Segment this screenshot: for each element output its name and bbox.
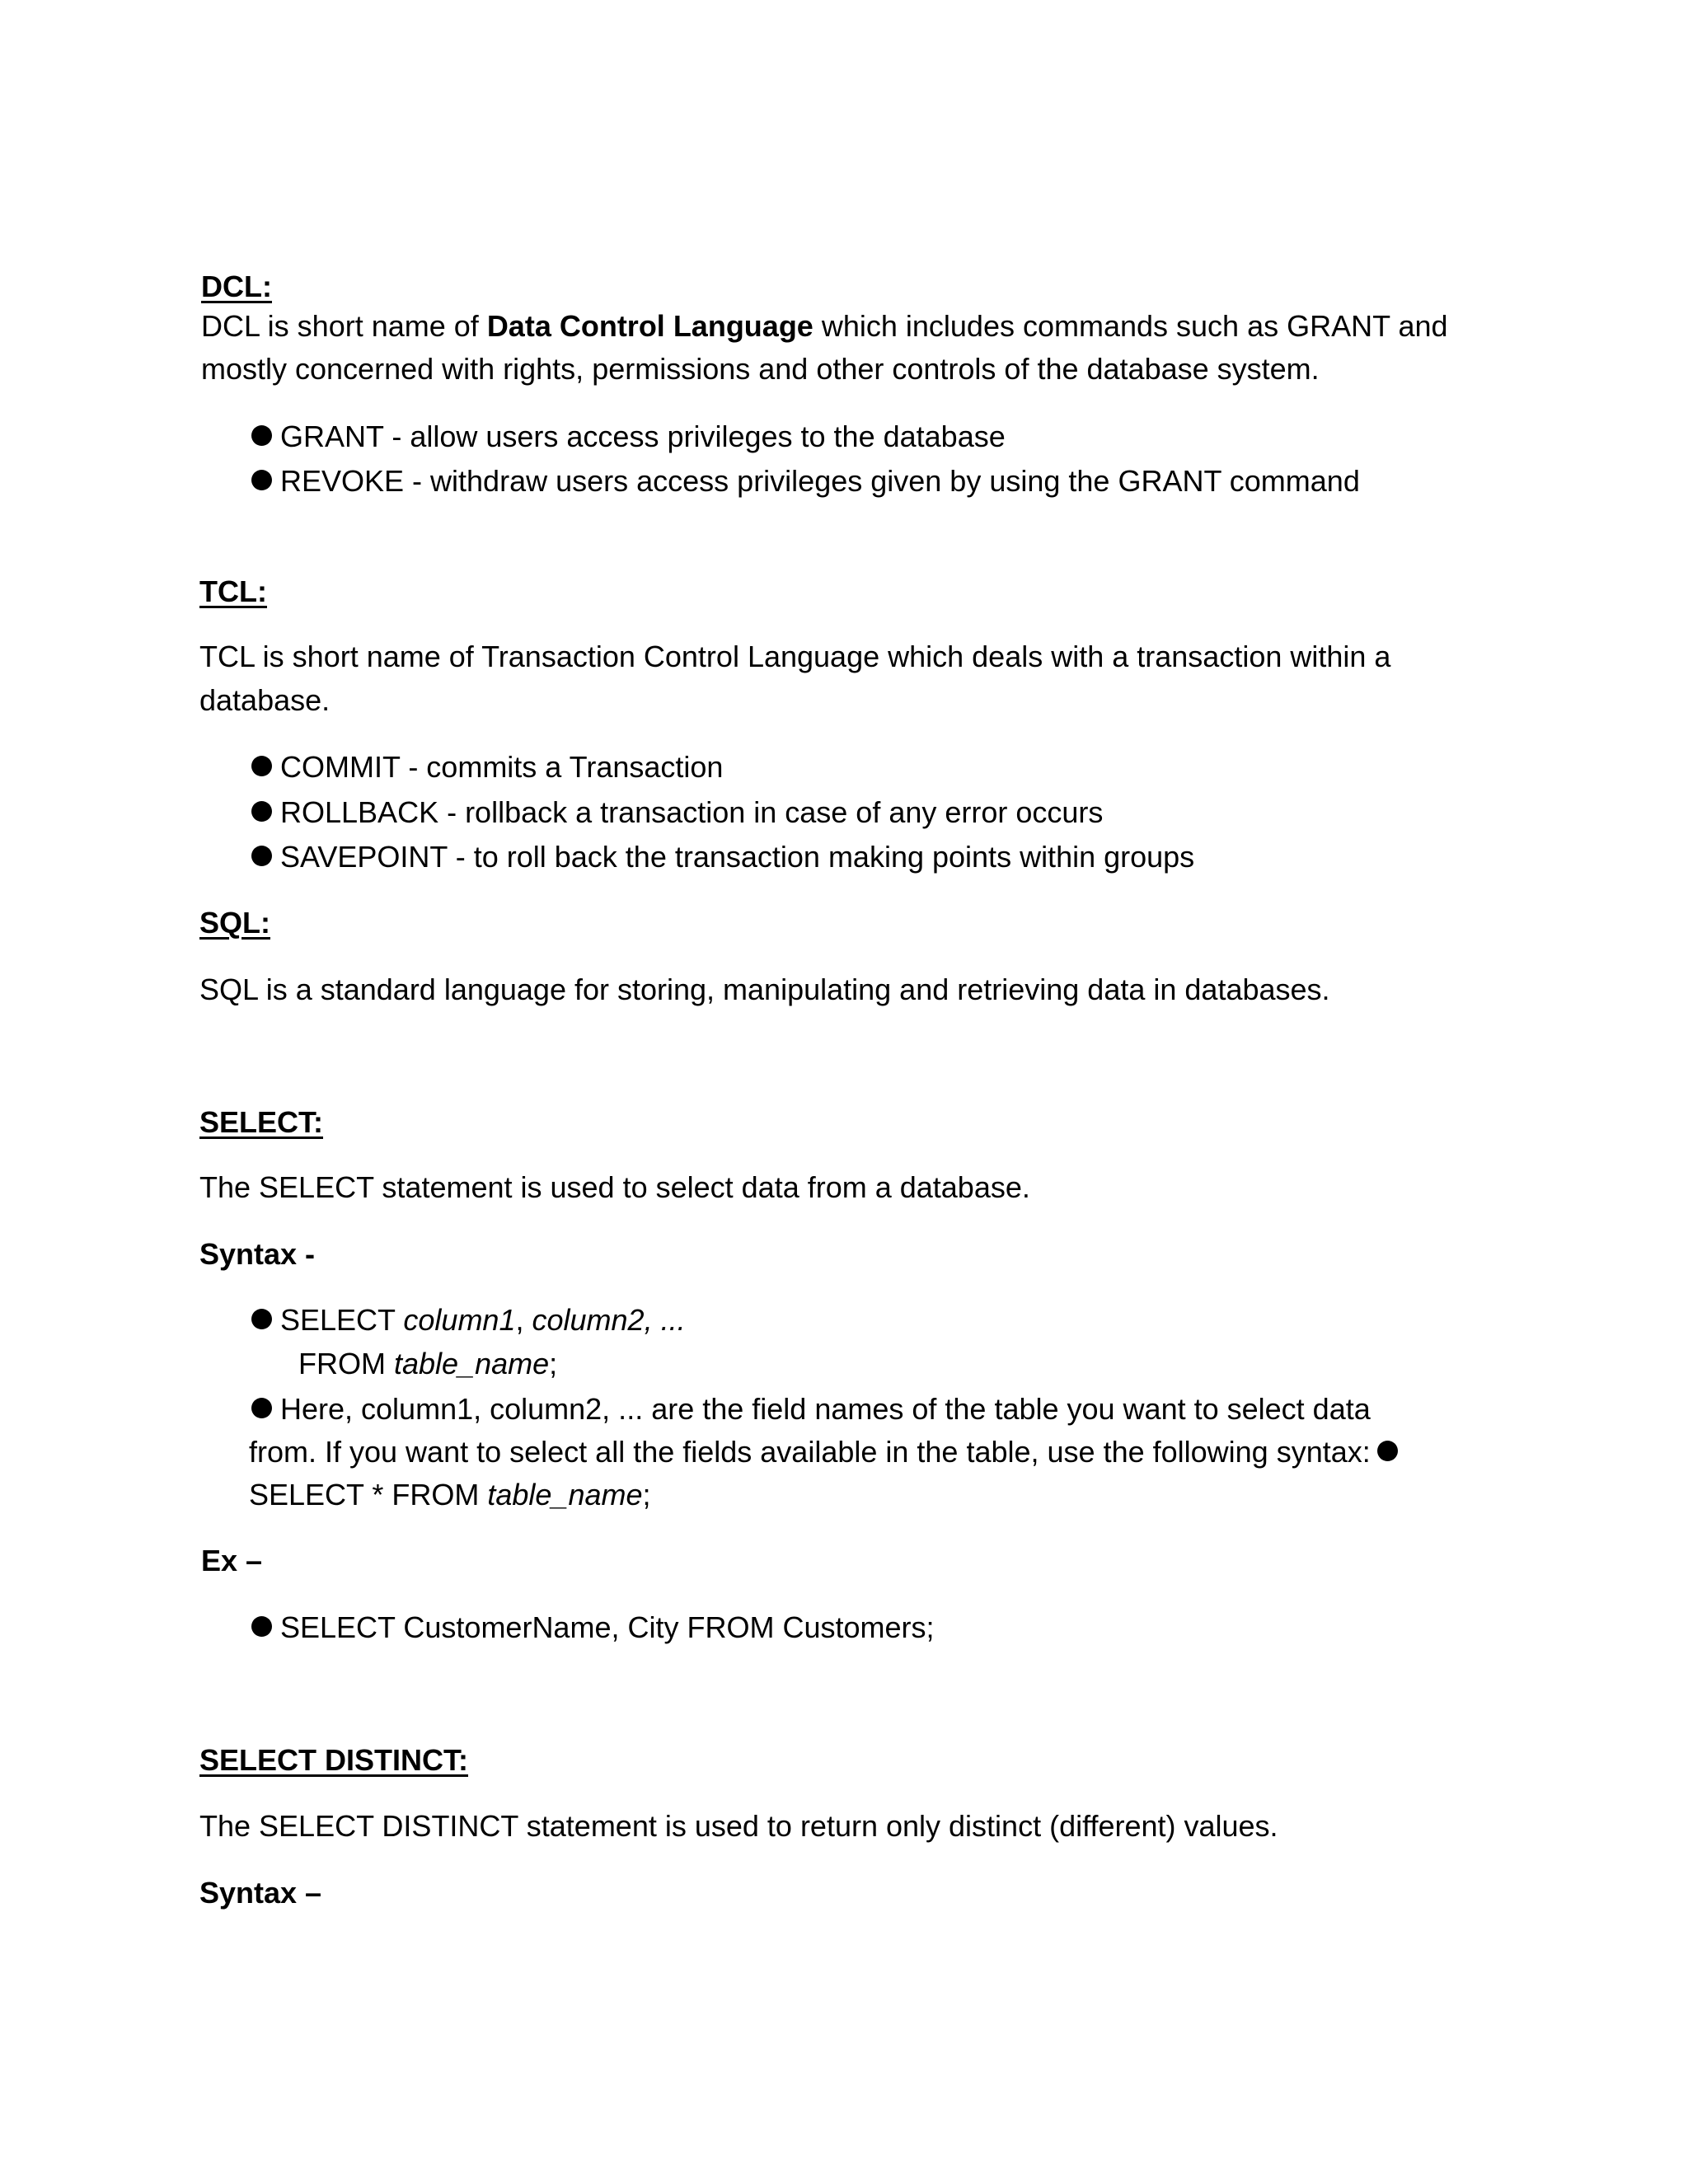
syntax-semicolon: ; (549, 1347, 558, 1380)
tcl-bullet-rollback (251, 790, 1103, 834)
select-syntax-line-2 (298, 1342, 557, 1385)
syntax-table-name: table_name (393, 1347, 550, 1380)
select-syntax-label: Syntax - (199, 1237, 316, 1271)
select-note-line-3 (249, 1473, 651, 1516)
tcl-bullet-commit (251, 745, 723, 789)
select-example (251, 1605, 935, 1649)
bullet-dot-icon (251, 1398, 272, 1418)
syntax-column1: column1 (403, 1303, 516, 1337)
select-note-semicolon: ; (642, 1478, 651, 1511)
select-note-text: SELECT * FROM (249, 1478, 488, 1511)
dcl-intro-line-1 (201, 304, 1448, 348)
select-distinct-syntax-label: Syntax – (199, 1876, 322, 1910)
select-distinct-description: The SELECT DISTINCT statement is used to return only distinct (different) values. (199, 1809, 1278, 1843)
select-syntax-line-1 (251, 1298, 686, 1342)
dcl-intro-text: DCL is short name of (201, 309, 487, 343)
select-distinct-heading: SELECT DISTINCT: (199, 1743, 469, 1777)
select-note-table-name: table_name (487, 1478, 643, 1511)
bullet-dot-icon (251, 425, 272, 446)
tcl-bullet-savepoint (251, 835, 1194, 879)
tcl-bullet-text: COMMIT - commits a Transaction (280, 750, 724, 784)
tcl-bullet-text: SAVEPOINT - to roll back the transaction making points within groups (280, 840, 1195, 874)
tcl-heading: TCL: (199, 574, 267, 608)
bullet-dot-icon (251, 1309, 272, 1329)
syntax-comma: , (515, 1303, 532, 1337)
select-example-label: Ex – (201, 1544, 263, 1577)
syntax-keyword-from: FROM (298, 1347, 394, 1380)
select-note-text: Here, column1, column2, ... are the field names of the table you want to select data (280, 1392, 1371, 1426)
bullet-dot-icon (251, 470, 272, 490)
dcl-bullet-text: REVOKE - withdraw users access privileges given by using the GRANT command (280, 464, 1360, 498)
sql-description: SQL is a standard language for storing, manipulating and retrieving data in databases. (199, 972, 1330, 1006)
dcl-bullet-revoke (251, 459, 1360, 503)
syntax-keyword: SELECT (280, 1303, 404, 1337)
bullet-dot-icon (251, 846, 272, 866)
select-description: The SELECT statement is used to select data from a database. (199, 1170, 1030, 1204)
sql-heading: SQL: (199, 906, 270, 940)
select-note-line-2 (249, 1430, 1398, 1474)
bullet-dot-icon (251, 1616, 272, 1637)
dcl-intro-bold-term: Data Control Language (486, 309, 814, 343)
dcl-bullet-text: GRANT - allow users access privileges to the database (280, 419, 1006, 453)
bullet-dot-icon (251, 801, 272, 822)
dcl-heading: DCL: (201, 269, 272, 303)
syntax-column2: column2, ... (532, 1303, 686, 1337)
bullet-dot-icon (1377, 1441, 1398, 1461)
select-note-text: from. If you want to select all the fields available in the table, use the following syntax: (249, 1435, 1371, 1469)
dcl-intro-line-2: mostly concerned with rights, permissions and other controls of the database system. (201, 352, 1320, 386)
select-example-text: SELECT CustomerName, City FROM Customers; (280, 1610, 935, 1644)
dcl-intro-text-cont: which includes commands such as GRANT and (813, 309, 1448, 343)
tcl-bullet-text: ROLLBACK - rollback a transaction in case of any error occurs (280, 795, 1104, 829)
tcl-intro-line-1: TCL is short name of Transaction Control Language which deals with a transaction within a (199, 640, 1391, 673)
tcl-intro-line-2: database. (199, 683, 331, 717)
select-note-line-1 (251, 1387, 1371, 1431)
bullet-dot-icon (251, 756, 272, 776)
select-heading: SELECT: (199, 1105, 324, 1139)
dcl-bullet-grant (251, 415, 1006, 458)
